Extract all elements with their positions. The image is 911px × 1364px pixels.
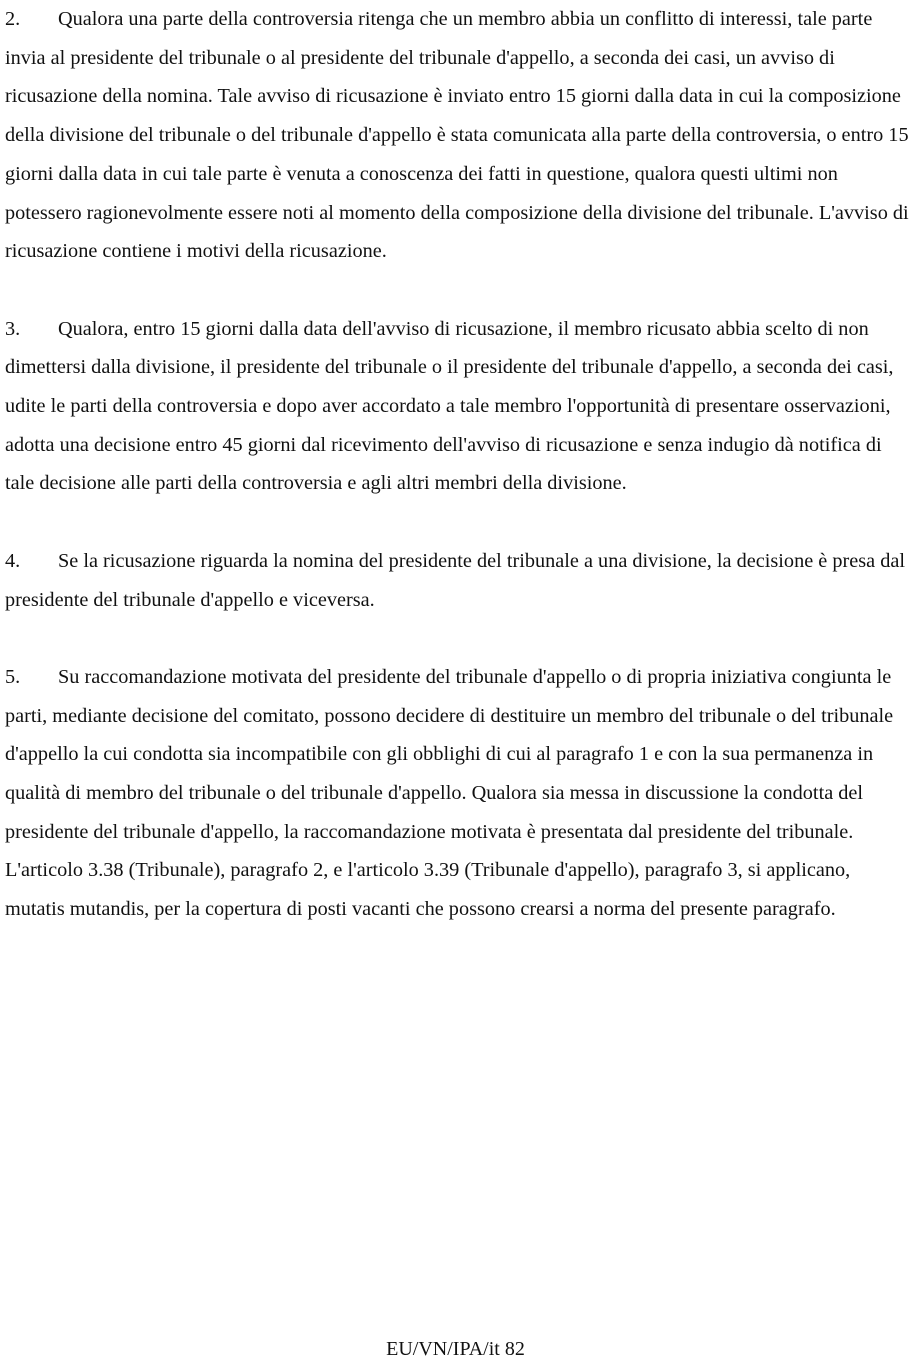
paragraph-2 — [5, 0, 909, 271]
page-footer: EU/VN/IPA/it 82 — [386, 1338, 525, 1360]
paragraph-4 — [5, 542, 909, 619]
paragraph-text: Se la ricusazione riguarda la nomina del presidente del tribunale a una divisione, la decisione è presa dal presidente del tribunale d'appello e viceversa. — [5, 549, 905, 611]
paragraph-number: 3. — [5, 317, 21, 340]
paragraph-text: Su raccomandazione motivata del presidente del tribunale d'appello o di propria iniziativa congiunta le parti, mediante decisione del comitato, possono decidere di destituire un membro del tribunale o del tribunale d'appello la cui condotta sia incompatibile con gli obblighi di cui al paragrafo 1 e con la sua permanenza in qualità di membro del tribunale o del tribunale d'appello. Qualora sia messa in discussione la condotta del presidente del tribunale d'appello, la raccomandazione motivata è presentata dal presidente del tribunale. L'articolo 3.38 (Tribunale), paragrafo 2, e l'articolo 3.39 (Tribunale d'appello), paragrafo 3, si applicano, mutatis mutandis, per la copertura di posti vacanti che possono crearsi a norma del presente paragrafo. — [5, 665, 894, 921]
paragraph-number: 4. — [5, 549, 21, 572]
paragraph-3 — [5, 310, 909, 504]
paragraph-number: 2. — [5, 8, 21, 30]
document-page — [5, 0, 909, 929]
paragraph-5 — [5, 658, 909, 929]
paragraph-text: Qualora, entro 15 giorni dalla data dell'avviso di ricusazione, il membro ricusato abbia scelto di non dimettersi dalla divisione, il presidente del tribunale o il presidente del tribunale d'appello, a seconda dei casi, udite le parti della controversia e dopo aver accordato a tale membro l'opportunità di presentare osservazioni, adotta una decisione entro 45 giorni dal ricevimento dell'avviso di ricusazione e senza indugio dà notifica di tale decisione alle parti della controversia e agli altri membri della divisione. — [5, 317, 894, 495]
paragraph-text: Qualora una parte della controversia ritenga che un membro abbia un conflitto di interessi, tale parte invia al presidente del tribunale o al presidente del tribunale d'appello, a seconda dei casi, un avviso di ricusazione della nomina. Tale avviso di ricusazione è inviato entro 15 giorni dalla data in cui la composizione della divisione del tribunale o del tribunale d'appello è stata comunicata alla parte della controversia, o entro 15 giorni dalla data in cui tale parte è venuta a conoscenza dei fatti in questione, qualora questi ultimi non potessero ragionevolmente essere noti al momento della composizione della divisione del tribunale. L'avviso di ricusazione contiene i motivi della ricusazione. — [5, 8, 909, 263]
paragraph-number: 5. — [5, 665, 21, 688]
